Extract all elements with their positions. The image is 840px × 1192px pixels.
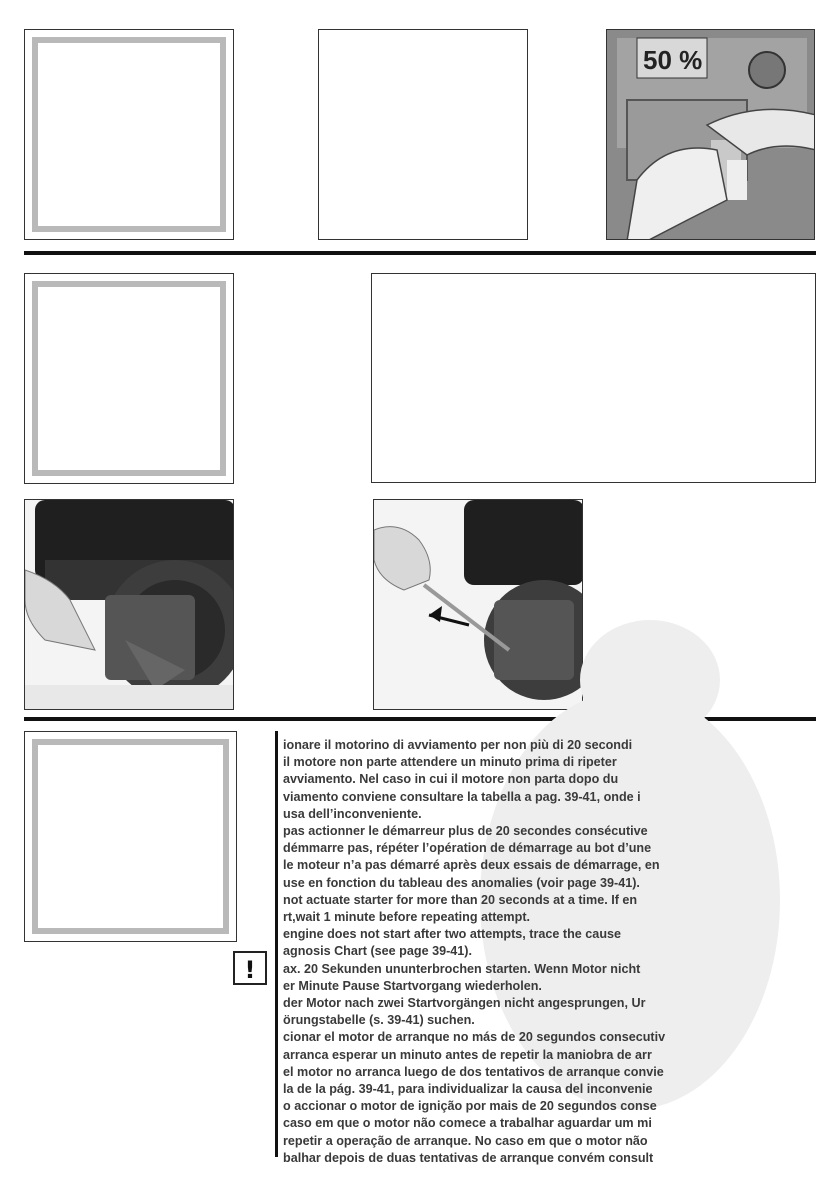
carburetor-illustration	[607, 30, 815, 240]
text-line: viamento conviene consultare la tabella a pag. 39-41, onde i	[283, 789, 641, 804]
starting-instructions	[283, 737, 743, 1167]
text-line: usa dell’inconveniente.	[283, 806, 422, 821]
text-line: cionar el motor de arranque no más de 20 segundos consecutiv	[283, 1030, 666, 1045]
text-line: not actuate starter for more than 20 seconds at a time. If en	[283, 892, 638, 907]
section-divider-1	[24, 251, 816, 255]
text-line: caso em que o motor não comece a trabalhar aguardar um mi	[283, 1116, 652, 1131]
text-line: avviamento. Nel caso in cui il motore non parta dopo du	[283, 772, 619, 787]
blank-frame-2	[24, 273, 234, 484]
blank-frame-3	[24, 731, 237, 942]
text-line: der Motor nach zwei Startvorgängen nicht angesprungen, Ur	[283, 996, 646, 1011]
text-line: er Minute Pause Startvorgang wiederholen.	[283, 978, 542, 993]
text-line: le moteur n’a pas démarré après deux essais de démarrage, en	[283, 858, 660, 873]
blank-box-2	[371, 273, 816, 483]
text-line: engine does not start after two attempts, trace the cause	[283, 927, 622, 942]
text-line: la de la pág. 39-41, para individualizar la causa del inconvenie	[283, 1082, 653, 1097]
text-line: arranca esperar un minuto antes de repetir la maniobra de arr	[283, 1047, 652, 1062]
text-line: use en fonction du tableau des anomalies (voir page 39-41).	[283, 875, 640, 890]
text-line: démmarre pas, répéter l’opération de démarrage au bot d’une	[283, 841, 652, 856]
text-line: el motor no arranca luego de dos tentativos de arranque convie	[283, 1064, 664, 1079]
text-line: il motore non parte attendere un minuto prima di ripeter	[283, 755, 617, 770]
fifty-percent-label: 50 %	[643, 45, 703, 75]
text-line: ionare il motorino di avviamento per non più di 20 secondi	[283, 738, 633, 752]
text-line: repetir a operação de arranque. No caso em que o motor não	[283, 1133, 648, 1148]
text-line: örungstabelle (s. 39-41) suchen.	[283, 1013, 475, 1028]
column-separator	[275, 731, 278, 1157]
text-line: agnosis Chart (see page 39-41).	[283, 944, 472, 959]
text-line: balhar depois de duas tentativas de arranque convém consult	[283, 1150, 654, 1165]
warning-icon	[233, 951, 267, 985]
text-line: rt,wait 1 minute before repeating attempt.	[283, 910, 531, 925]
text-line: ax. 20 Sekunden ununterbrochen starten. Wenn Motor nicht	[283, 961, 641, 976]
starter-cover-photo	[24, 499, 234, 710]
blank-frame-1	[24, 29, 234, 240]
carburetor-photo	[606, 29, 815, 240]
engine-starter-illustration	[25, 500, 234, 710]
text-line: o accionar o motor de ignição por mais de 20 segundos conse	[283, 1099, 657, 1114]
text-line: pas actionner le démarreur plus de 20 secondes consécutive	[283, 824, 648, 839]
blank-box-1	[318, 29, 528, 240]
warning-symbol: !	[244, 956, 256, 984]
